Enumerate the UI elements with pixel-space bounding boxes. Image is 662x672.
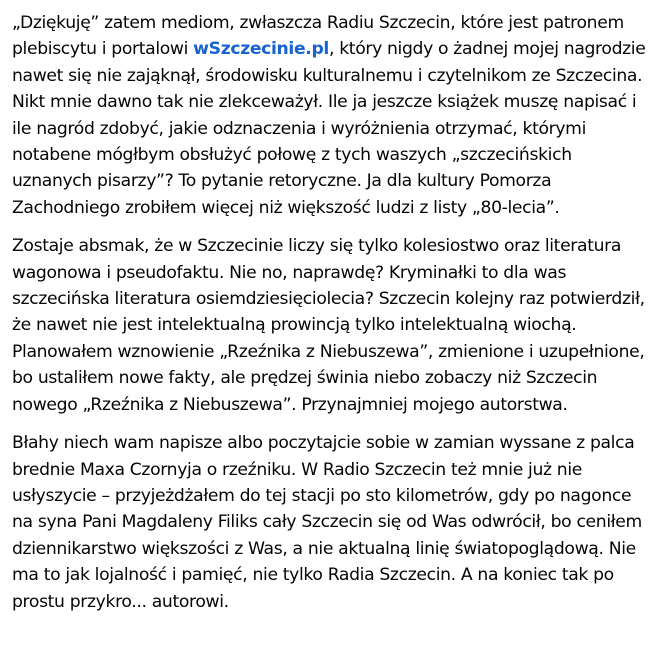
post-body [12,10,654,627]
paragraph-1-text-before: „Dziękuję” zatem mediom, zwłaszcza Radiu Szczecin, które jest patronem plebiscytu i portalowi [12,13,624,60]
post-paragraph-3: Błahy niech wam napisze albo poczytajcie sobie w zamian wyssane z palca brednie Maxa Czornyja o rzeźniku. W Radio Szczecin też mnie już nie usłyszycie – przyjeżdżałem do tej stacji po sto kilometrów, gdy po nagonce na syna Pani Magdaleny Filiks cały Szczecin się od Was odwrócił, bo ceniłem dziennikarstwo większości z Was, a nie aktualną linię światopoglądową. Nie ma to jak lojalność i pamięć, nie tylko Radia Szczecin. A na koniec tak po prostu przykro... autorowi. [12,433,642,612]
post-paragraph-2: Zostaje absmak, że w Szczecinie liczy się tylko kolesiostwo oraz literatura wagonowa i pseudofaktu. Nie no, naprawdę? Kryminałki to dla was szczecińska literatura osiemdziesięciolecia? Szczecin kolejny raz potwierdził, że nawet nie jest intelektualną prowincją tylko intelektualną wiochą. Planowałem wznowienie „Rzeźnika z Niebuszewa”, zmienione i uzupełnione, bo ustaliłem nowe fakty, ale prędzej świnia niebo zobaczy niż Szczecin nowego „Rzeźnika z Niebuszewa”. Przynajmniej mojego autorstwa. [12,236,645,415]
wszczecinie-link[interactable]: wSzczecinie.pl [193,39,329,60]
post-paragraph-1 [12,10,654,221]
paragraph-1-text-after: , który nigdy o żadnej mojej nagrodzie nawet się nie zająknął, środowisku kulturalnemu i czytelnikom ze Szczecina. Nikt mnie dawno tak nie zlekceważył. Ile ja jeszcze książek muszę napisać i ile nagród zdobyć, jakie odznaczenia i wyróżnienia otrzymać, którymi notabene mógłbym obsłużyć połowę z tych waszych „szczecińskich uznanych pisarzy”? To pytanie retoryczne. Ja dla kultury Pomorza Zachodniego zrobiłem więcej niż większość ludzi z listy „80-lecia”. [12,39,646,218]
